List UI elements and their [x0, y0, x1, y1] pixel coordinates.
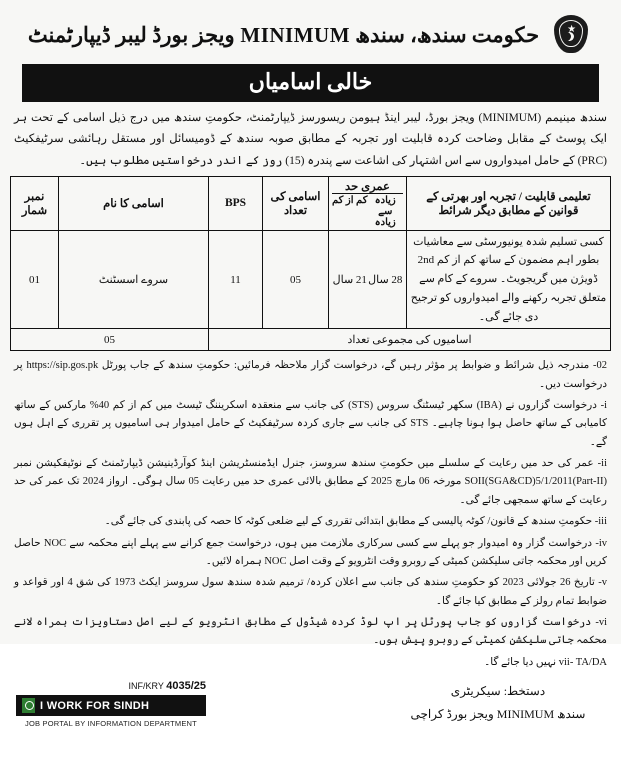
th-age-min: کم از کم — [332, 194, 368, 206]
banner-title: خالی اسامیاں — [248, 69, 373, 94]
total-value: 05 — [11, 329, 209, 351]
th-serial: نمبر شمار — [11, 176, 59, 230]
cell-age-min: 21 سال — [332, 274, 367, 287]
signature-line-2: سندھ MINIMUM ویجز بورڈ کراچی — [410, 707, 586, 722]
th-age-max: زیادہ سے زیادہ — [374, 194, 396, 228]
table-row — [11, 230, 611, 328]
condition-item: ii- عمر کی حد میں رعایت کے سلسلے میں حکومتِ سندھ سروسز، جنرل ایڈمنسٹریشن اینڈ کوآرڈینیشن ڈیپارٹمنٹ کے نوٹیفکیشن نمبر SOII(SGA&CD)5/1/2011(Part-II) مورخہ 06 مارچ 2025 کے مطابق بالائی عمری حد میں رعایت 05 سال ہوگی۔ ارواز 2024 تک عمر کی حد رعایت کے ساتھ سمجھی جائے گی۔ — [14, 458, 608, 506]
work-for-sindh-banner — [16, 695, 206, 716]
cell-post-name: سروے اسسٹنٹ — [59, 230, 209, 328]
cell-qualification: کسی تسلیم شدہ یونیورسٹی سے معاشیات بطور اہم مضمون کے ساتھ کم از کم 2nd ڈویژن میں گریجویٹ۔ سروے کے کام سے متعلق تجربہ رکھنے والے امیدواروں کو ترجیح دی جائے گی۔ — [407, 230, 611, 328]
cell-bps: 11 — [209, 230, 263, 328]
cell-number: 05 — [263, 230, 329, 328]
document-footer — [10, 680, 611, 766]
condition-item: i- درخواست گزاروں نے (IBA) سکھر ٹیسٹنگ سروس (STS) کی جانب سے منعقدہ اسکریننگ ٹیسٹ میں کم از کم 40% مارکس کے ساتھ کامیابی کے ساتھ حاصل ہوا ہونا چاہیے۔ STS کی جانب سے جاری کردہ سرٹیفکیٹ کے حامل امیدوار ہی اسامیوں پر تقرری کے اہل ہوں گے۔ — [14, 399, 608, 448]
condition-item: vi- درخواست گزاروں کو جاب پورٹل پر اپ لوڈ کردہ شیڈول کے مطابق انٹرویو کے لیے اصل دستاویزات ہمراہ لانے محکمہ جاتی سلیکشن کمیٹی کے روبرو پیش ہوں۔ — [14, 617, 607, 647]
th-age — [329, 176, 407, 230]
page-title: حکومت سندھ، سندھ MINIMUM ویجز بورڈ لیبر ڈیپارٹمنٹ — [27, 22, 540, 47]
th-number: اسامی کی تعداد — [263, 176, 329, 230]
condition-item: iii- حکومتِ سندھ کے قانون/ کوٹہ پالیسی کے مطابق ابتدائی تقرری کے لیے ضلعی کوٹہ کا حصہ کی پابندی کی جائے گی۔ — [104, 516, 607, 528]
table-total-row — [11, 329, 611, 351]
government-crest-icon: ★ — [549, 12, 593, 58]
signature-line-1: دستخط: سیکریٹری — [450, 684, 546, 699]
inf-label: INF/KRY — [128, 681, 164, 692]
condition-item: v- تاریخ 26 جولائی 2023 کو حکومتِ سندھ کی جانب سے اعلان کردہ/ ترمیم شدہ سندھ سول سروسز ایکٹ 1973 کی شق 4 اور قواعد و ضوابط تمام رولز کے مطابق کیا جائے گا۔ — [14, 577, 607, 607]
total-label: اسامیوں کی مجموعی تعداد — [209, 329, 611, 351]
th-bps: BPS — [209, 176, 263, 230]
th-post-name: اسامی کا نام — [59, 176, 209, 230]
cell-age — [329, 230, 407, 328]
sindh-logo-icon — [22, 698, 35, 713]
table-header-row — [11, 176, 611, 230]
cell-age-max: 28 سال — [368, 274, 403, 287]
condition-item: 02- مندرجہ ذیل شرائط و ضوابط پر مؤثر رہیں گے، درخواست گزار ملاحظہ فرمائیں: حکومتِ سندھ کے جاب پورٹل https://sip.gos.pk پر درخواست دیں۔ — [14, 360, 608, 390]
inf-reference — [16, 680, 206, 692]
footer-right-block — [16, 680, 206, 728]
th-age-label: عمری حد — [345, 180, 390, 193]
intro-paragraph: سندھ مینیمم (MINIMUM) ویجز بورڈ، لیبر اینڈ ہیومن ریسورسز ڈیپارٹمنٹ، حکومتِ سندھ میں درج ذیل اسامی کے تحت ہر ایک پوسٹ کے مقابل وضاحت کردہ قابلیت اور تجربہ کے مطابق صوبہ سندھ کے ڈومیسائل اور مستقل رہائشی سرٹیفکیٹ (PRC) کے حامل امیدواروں سے اس اشتہار کی اشاعت سے پندرہ (15) روز کے اندر درخواستیں مطلوب ہیں۔ — [14, 112, 607, 167]
condition-item: iv- درخواست گزار وہ امیدوار جو پہلے سے کسی سرکاری ملازمت میں ہوں، درخواست جمع کرانے سے پہلے اپنے محکمہ سے NOC حاصل کریں اور محکمہ جاتی سلیکشن کمیٹی کے روبرو وقت انٹرویو کے وقت اصل NOC ہمراہ لائیں۔ — [14, 537, 607, 567]
work-for-sindh-text: I WORK FOR SINDH — [40, 699, 150, 712]
vacancy-table — [10, 176, 611, 351]
inf-number: 4035/25 — [166, 680, 206, 693]
job-portal-note: JOB PORTAL BY INFORMATION DEPARTMENT — [25, 719, 197, 729]
document-header — [10, 8, 611, 60]
condition-item: vii- TA/DA نہیں دیا جائے گا۔ — [484, 656, 607, 668]
signature-block — [403, 680, 593, 726]
conditions-list — [10, 351, 611, 672]
cell-serial: 01 — [11, 230, 59, 328]
th-qualification: تعلیمی قابلیت / تجربہ اور بھرتی کے قوانین کے مطابق دیگر شرائط — [407, 176, 611, 230]
vacancies-banner — [22, 64, 599, 102]
